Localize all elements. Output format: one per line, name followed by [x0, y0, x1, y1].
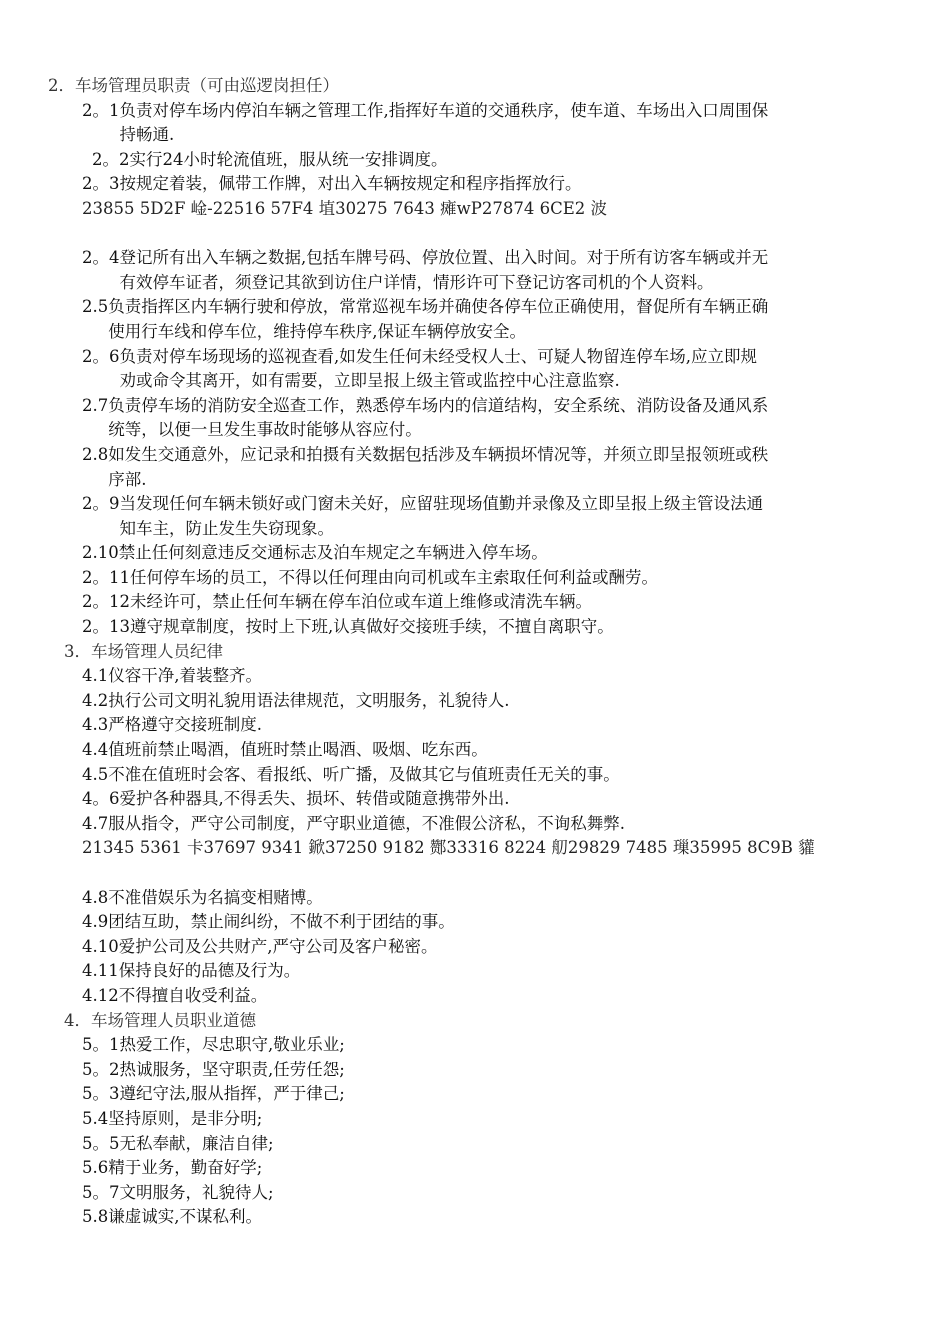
item-text: 遵纪守法,服从指挥，严于律己; — [119, 1084, 345, 1104]
item-text: 负责对停车场现场的巡视查看,如发生任何未经受权人士、可疑人物留连停车场,应立即规 劝或命令其离开，如有需要，立即呈报上级主管或监控中心注意监察. — [119, 346, 757, 391]
item-text: 未经许可，禁止任何车辆在停车泊位或车道上维修或清洗车辆。 — [130, 592, 592, 612]
item-number: 4.4 — [82, 740, 109, 760]
item-text: 团结互助，禁止闹纠纷，不做不利于团结的事。 — [108, 912, 455, 932]
section-heading: 4．车场管理人员职业道德 — [64, 1010, 256, 1030]
list-item — [0, 787, 950, 812]
item-text: 如发生交通意外，应记录和拍摄有关数据包括涉及车辆损坏情况等，并须立即呈报领班或秩 序部. — [108, 444, 769, 489]
item-number: 2.7 — [82, 395, 109, 415]
list-item — [0, 1058, 950, 1083]
item-text: 值班前禁止喝酒，值班时禁止喝酒、吸烟、吃东西。 — [108, 740, 488, 760]
list-item — [0, 1132, 950, 1157]
item-text: 热诚服务，坚守职责,任劳任怨; — [119, 1059, 345, 1079]
item-number: 5.6 — [82, 1158, 109, 1178]
item-text: 遵守规章制度，按时上下班,认真做好交接班手续，不擅自离职守。 — [130, 617, 614, 637]
item-number: 2.8 — [82, 444, 109, 464]
list-item — [0, 1107, 950, 1132]
list-item — [0, 812, 950, 837]
item-number: 4.5 — [82, 764, 109, 784]
item-text: 不准借娱乐为名搞变相赌博。 — [108, 887, 323, 907]
list-item — [0, 763, 950, 788]
item-text: 仪容干净,着装整齐。 — [108, 666, 262, 686]
item-number: 5。1 — [82, 1035, 120, 1055]
list-item — [0, 590, 950, 615]
list-item — [0, 295, 950, 344]
item-text: 保持良好的品德及行为。 — [118, 961, 301, 981]
item-number: 4.1 — [82, 666, 109, 686]
list-item — [0, 99, 950, 148]
item-number: 4.3 — [82, 715, 109, 735]
item-number: 4。6 — [82, 789, 120, 809]
item-text: 当发现任何车辆未锁好或门窗未关好，应留驻现场值勤并录像及立即呈报上级主管设法通 知车主，防止发生失窃现象。 — [119, 494, 763, 538]
list-item — [0, 910, 950, 935]
list-item — [0, 1181, 950, 1206]
list-item — [0, 664, 950, 689]
item-text: 爱护公司及公共财产,严守公司及客户秘密。 — [118, 936, 438, 956]
list-item — [0, 959, 950, 984]
item-number: 4.12 — [82, 985, 119, 1005]
list-item — [0, 984, 950, 1009]
item-number: 2。1 — [82, 100, 120, 120]
list-item — [0, 492, 950, 541]
list-item — [0, 394, 950, 443]
item-number: 4.9 — [82, 912, 109, 932]
list-item — [0, 615, 950, 640]
garbled-code-line: 21345 5361 卡37697 9341 鍁37250 9182 酂33316 8224 舠29829 7485 璅35995 8C9B 貛 — [82, 838, 815, 858]
item-text: 任何停车场的员工，不得以任何理由向司机或车主索取任何利益或酬劳。 — [130, 567, 658, 587]
list-item — [0, 935, 950, 960]
item-text: 负责停车场的消防安全巡查工作，熟悉停车场内的信道结构，安全系统、消防设备及通风系 统等，以便一旦发生事故时能够从容应付。 — [108, 395, 769, 440]
item-number: 2。2 — [92, 149, 130, 169]
list-item — [0, 738, 950, 763]
item-number: 4.10 — [82, 936, 119, 956]
item-text: 不得擅自收受利益。 — [118, 985, 268, 1005]
item-text: 执行公司文明礼貌用语法律规范，文明服务，礼貌待人. — [108, 690, 510, 710]
item-text: 登记所有出入车辆之数据,包括车牌号码、停放位置、出入时间。对于所有访客车辆或并无 有效停车证者，须登记其欲到访住户详情，情形许可下登记访客司机的个人资料。 — [119, 248, 769, 292]
item-text: 爱护各种器具,不得丢失、损坏、转借或随意携带外出. — [119, 789, 510, 809]
item-text: 无私奉献，廉洁自律; — [119, 1133, 274, 1153]
item-text: 禁止任何刻意违反交通标志及泊车规定之车辆进入停车场。 — [118, 543, 548, 563]
item-text: 谦虚诚实,不谋私利。 — [108, 1207, 262, 1227]
item-number: 4.11 — [82, 961, 119, 981]
list-item — [0, 172, 950, 197]
item-number: 4.2 — [82, 690, 109, 710]
garbled-code-line: 23855 5D2F 崯-22516 57F4 埴30275 7643 瘫wP27874 6CE2 波 — [82, 198, 607, 218]
item-number: 2。6 — [82, 346, 120, 366]
item-text: 坚持原则，是非分明; — [108, 1108, 263, 1128]
item-text: 精于业务，勤奋好学; — [108, 1158, 263, 1178]
item-number: 4.8 — [82, 887, 109, 907]
item-text: 负责对停车场内停泊车辆之管理工作,指挥好车道的交通秩序，使车道、车场出入口周围保 持畅通. — [119, 100, 769, 145]
item-text: 实行24小时轮流值班，服从统一安排调度。 — [129, 149, 448, 169]
item-number: 2。3 — [82, 174, 120, 194]
item-text: 负责指挥区内车辆行驶和停放，常常巡视车场并确使各停车位正确使用，督促所有车辆正确 使用行车线和停车位，维持停车秩序,保证车辆停放安全。 — [108, 297, 769, 341]
list-item — [0, 443, 950, 492]
list-item — [0, 345, 950, 394]
item-text: 服从指令，严守公司制度，严守职业道德，不准假公济私，不询私舞弊. — [108, 813, 625, 833]
section-heading: 3．车场管理人员纪律 — [64, 641, 223, 661]
item-text: 不准在值班时会客、看报纸、听广播，及做其它与值班责任无关的事。 — [108, 764, 620, 784]
item-text: 严格遵守交接班制度. — [108, 715, 262, 735]
item-number: 2。4 — [82, 248, 120, 268]
list-item — [0, 689, 950, 714]
item-number: 2。11 — [82, 567, 130, 587]
list-item — [0, 1205, 950, 1230]
section-heading: 2．车场管理员职责（可由巡逻岗担任） — [48, 76, 339, 95]
item-number: 5.8 — [82, 1207, 109, 1227]
list-item — [0, 886, 950, 911]
item-number: 5.4 — [82, 1108, 109, 1128]
list-item — [0, 1082, 950, 1107]
list-item — [0, 148, 950, 173]
list-item — [0, 246, 950, 295]
item-number: 5。5 — [82, 1133, 120, 1153]
list-item — [0, 1156, 950, 1181]
item-number: 2。9 — [82, 494, 120, 514]
list-item — [0, 566, 950, 591]
item-number: 5。2 — [82, 1059, 120, 1079]
item-number: 2。12 — [82, 592, 130, 612]
item-number: 2。13 — [82, 617, 130, 637]
list-item — [0, 713, 950, 738]
item-text: 热爱工作，尽忠职守,敬业乐业; — [119, 1035, 345, 1055]
item-number: 5。3 — [82, 1084, 120, 1104]
item-number: 5。7 — [82, 1182, 120, 1202]
item-text: 文明服务，礼貌待人; — [119, 1182, 274, 1202]
list-item — [0, 1033, 950, 1058]
item-number: 2.10 — [82, 543, 119, 563]
item-number: 2.5 — [82, 297, 109, 317]
list-item — [0, 541, 950, 566]
item-number: 4.7 — [82, 813, 109, 833]
item-text: 按规定着装，佩带工作牌，对出入车辆按规定和程序指挥放行。 — [119, 174, 582, 194]
